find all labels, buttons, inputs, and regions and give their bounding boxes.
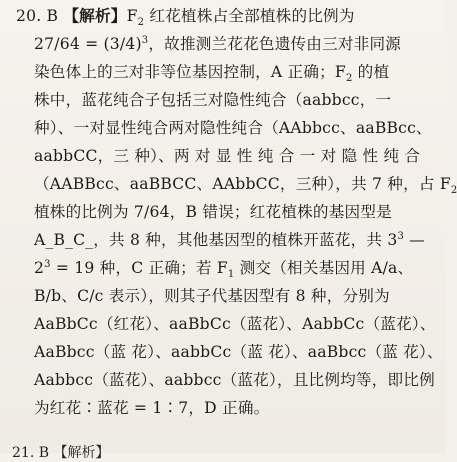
next-question-fragment: 21. B 【解析】 bbox=[12, 445, 110, 461]
line-13: AaBbcc（蓝 花）、aabbCc（蓝 花）、aaBbcc（蓝 花）、 bbox=[34, 343, 443, 361]
analysis-tag: 【解析】 bbox=[63, 6, 127, 25]
line-4: 株中，蓝花纯合子包括三对隐性纯合（aabbcc，一 bbox=[34, 91, 392, 109]
question-number-answer: 20. B bbox=[16, 7, 59, 25]
line-6: aabbCC，三 种）、两 对 显 性 纯 合 一 对 隐 性 纯 合 bbox=[34, 147, 421, 165]
line-7: （AABBcc、aaBBCC、AAbbCC，三种），共 7 种，占 $F_2$ bbox=[34, 175, 457, 197]
line-5: 种）、一对显性纯合两对隐性纯合（AAbbcc、aaBBcc、 bbox=[34, 119, 432, 137]
line-1: 20. B 【解析】$F_2$ 红花植株占全部植株的比例为 bbox=[16, 6, 355, 29]
line-14: Aabbcc（蓝花）、aabbcc（蓝花），且比例均等，即比例 bbox=[34, 371, 435, 389]
line-10: $2^3 = 19$ 种，C 正确；若 $F_1$ 测交（相关基因用 A/a、 bbox=[34, 258, 414, 281]
line-8: 植株的比例为 7/64，B 错误；红花植株的基因型是 bbox=[34, 203, 392, 221]
line-12: AaBbCc（红花）、aaBbCc（蓝花）、AabbCc（蓝花）、 bbox=[34, 315, 436, 333]
line-2: $27/64 = (3/4)^3$，故推测兰花花色遗传由三对非同源 bbox=[34, 34, 402, 53]
line-15: 为红花∶蓝花 = 1∶7，D 正确。 bbox=[34, 399, 270, 417]
line-3: 染色体上的三对非等位基因控制，A 正确；$F_2$ 的植 bbox=[34, 63, 390, 85]
line-9: A_B_C_，共 8 种，其他基因型的植株开蓝花，共 $3^3$ — bbox=[34, 230, 425, 249]
line-11: B/b、C/c 表示），则其子代基因型有 8 种，分别为 bbox=[34, 287, 390, 305]
